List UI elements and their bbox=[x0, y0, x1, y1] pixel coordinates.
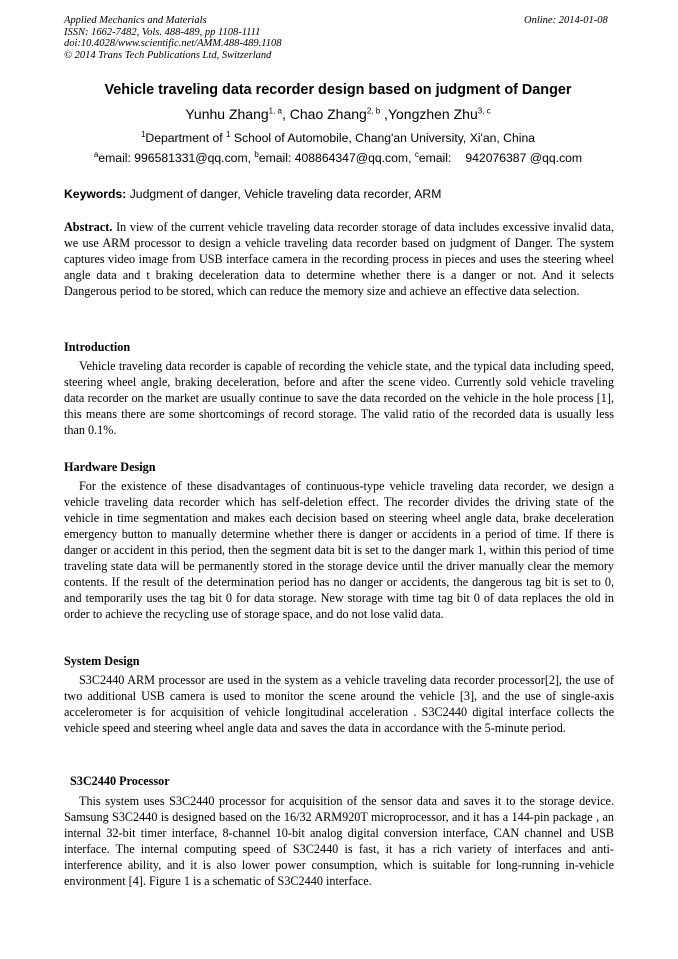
author-superscript: 3, c bbox=[477, 106, 491, 116]
journal-doi: doi:10.4028/www.scientific.net/AMM.488-489.1108 bbox=[64, 38, 282, 50]
abstract-paragraph bbox=[64, 220, 614, 300]
s3c2440-processor-paragraph: This system uses S3C2440 processor for acquisition of the sensor data and saves it to the storage device. Samsung S3C2440 is designed based on the 16/32 ARM920T microprocessor, and it has a 144-pin package , an internal 32-bit timer interface, 8-channel 10-bit analog digital conversion interface, CAN channel and USB interface. The internal computing speed of S3C2440 is fast, it has a rich variety of interfaces and anti-interference ability, and it is also lower power consumption, which is suitable for long-running in-vehicle environment [4]. Figure 1 is a schematic of S3C2440 interface. bbox=[64, 794, 614, 888]
keywords-text: Judgment of danger, Vehicle traveling data recorder, ARM bbox=[126, 187, 442, 201]
affiliation-superscript: 1 bbox=[140, 129, 146, 139]
email-superscript: a bbox=[93, 149, 99, 159]
email-address: email: 996581331@qq.com, bbox=[98, 151, 255, 165]
section-heading-hardware-design: Hardware Design bbox=[64, 460, 156, 474]
author-separator: , bbox=[380, 106, 388, 122]
journal-copyright: © 2014 Trans Tech Publications Ltd, Switzerland bbox=[64, 49, 272, 61]
email-address: email: 408864347@qq.com, bbox=[258, 151, 415, 165]
email-superscript: b bbox=[254, 149, 259, 159]
online-date: Online: 2014-01-08 bbox=[524, 15, 608, 26]
system-design-paragraph: S3C2440 ARM processor are used in the system as a vehicle traveling data recorder processor[2], the use of two additional USB camera is used to monitor the scene around the vehicle [3], and the use of single-axis accelerometer is for acquisition of vehicle longitudinal acceleration . S3C2440 digital interface collects the vehicle speed and steering wheel angle data and saves the data in accordance with the 5-minute period. bbox=[64, 673, 614, 735]
subsection-heading-s3c2440-processor: S3C2440 Processor bbox=[70, 774, 170, 788]
email-label: email: bbox=[418, 151, 452, 165]
author-name: Yongzhen Zhu bbox=[387, 106, 478, 122]
paper-title: Vehicle traveling data recorder design based on judgment of Danger bbox=[104, 82, 572, 98]
journal-header bbox=[64, 15, 281, 61]
email-line bbox=[64, 150, 612, 166]
email-address: 942076387 @qq.com bbox=[465, 151, 583, 165]
author-superscript: 2, b bbox=[366, 106, 381, 116]
journal-issn: ISSN: 1662-7482, Vols. 488-489, pp 1108-1111 bbox=[64, 26, 261, 38]
affiliation-school: School of Automobile, Chang'an University, Xi'an, China bbox=[230, 131, 536, 145]
keywords-line bbox=[64, 186, 612, 202]
introduction-paragraph: Vehicle traveling data recorder is capable of recording the vehicle state, and the typical data including speed, steering wheel angle, braking deceleration, before and after the scene video. Currently sold vehicle traveling data recorder on the market are usually continue to save the data recorded on the vehicle in the hole process [1], this means there are some shortcomings of record storage. The valid ratio of the recorded data is usually less than 0.1%. bbox=[64, 359, 614, 437]
abstract-label: Abstract. bbox=[64, 220, 113, 234]
author-separator: , bbox=[281, 106, 290, 122]
section-heading-introduction: Introduction bbox=[64, 340, 131, 354]
keywords-label: Keywords: bbox=[64, 187, 127, 201]
author-name: Yunhu Zhang bbox=[185, 106, 269, 122]
affiliation-department: Department of bbox=[145, 131, 227, 145]
hardware-design-paragraph: For the existence of these disadvantages of continuous-type vehicle traveling data recorder, we design a vehicle traveling data recorder which has self-deletion effect. The recorder divides the driving state of the vehicle in time segmentation and makes each decision based on steering wheel angle data, brake deceleration emergency button to manually determine whether there is danger or accidents in a period of time. If there is danger or accident in this period, then the segment data bit is set to the danger mark 1, within this period of time traveling state data will be permanently stored in the storage device until the driver manually clear the memory contents. If the result of the determination period has no danger or accidents, the dangerous tag bit is set to 0, and temporarily uses the tag bit 0 for data storage. New storage with time tag bit 0 of data replaces the old in order to achieve the recycling use of storage space, and do not lose valid data. bbox=[64, 479, 614, 621]
abstract-text: In view of the current vehicle traveling data recorder storage of data includes excessive invalid data, we use ARM processor to design a vehicle traveling data recorder based on judgment of Danger. The system captures video image from USB interface camera in the recording process in pieces and uses the steering wheel angle data and t braking deceleration data to determine whether there is a danger or not. And it selects Dangerous period to be stored, which can reduce the memory size and achieve an effective data selection. bbox=[64, 220, 614, 298]
author-name: Chao Zhang bbox=[289, 106, 367, 122]
email-superscript: c bbox=[414, 149, 419, 159]
affiliation-line bbox=[64, 130, 612, 146]
journal-name: Applied Mechanics and Materials bbox=[64, 15, 207, 26]
author-superscript: 1, a bbox=[268, 106, 282, 116]
author-line bbox=[64, 104, 612, 124]
section-heading-system-design: System Design bbox=[64, 654, 140, 668]
affiliation-superscript: 1 bbox=[226, 129, 231, 139]
